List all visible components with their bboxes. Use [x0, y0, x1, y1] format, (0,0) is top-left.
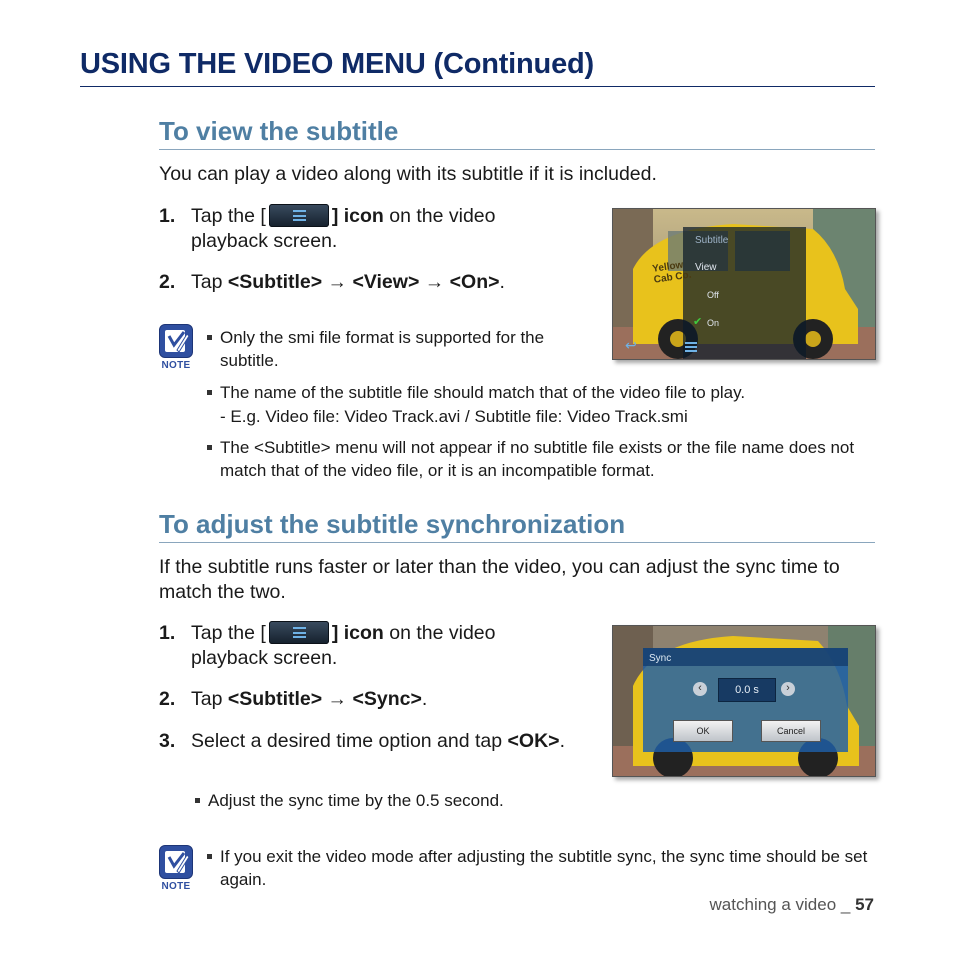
menu-icon: [269, 621, 329, 644]
cancel-button[interactable]: Cancel: [761, 720, 821, 742]
menu-item-off[interactable]: Off: [707, 290, 719, 300]
chevron-left-icon[interactable]: ‹: [693, 682, 707, 696]
menu-icon[interactable]: [685, 342, 697, 352]
step-number: 2.: [159, 688, 176, 710]
note-text: If you exit the video mode after adjusting the subtitle sync, the sync time should be set again.: [220, 847, 868, 889]
step-text-post: on the video playback screen.: [191, 622, 496, 669]
step-text: [191, 687, 571, 712]
step-sub-text: Adjust the sync time by the 0.5 second.: [208, 791, 504, 810]
step-text-bold: ] icon: [331, 205, 384, 227]
page-footer: [710, 895, 874, 915]
menu-item-view[interactable]: View: [695, 262, 717, 273]
step-number: 2.: [159, 271, 176, 293]
step-text-bold: ] icon: [331, 622, 384, 644]
step-text: [191, 270, 571, 295]
checkmark-icon: ✔: [693, 316, 703, 328]
step-3: [159, 729, 579, 781]
section-intro: You can play a video along with its subtitle if it is included.: [159, 163, 657, 185]
step-text-post: on the video playback screen.: [191, 205, 496, 252]
section-divider: [159, 149, 875, 150]
sync-value-display: 0.0 s: [718, 678, 776, 702]
step-text-bold: <OK>: [507, 730, 560, 752]
cab-sign: Yellow Cab Co.: [651, 259, 693, 286]
dialog-title: Sync: [649, 653, 672, 664]
subtitle-menu-screenshot: [612, 208, 876, 360]
step-text-bold: <Subtitle> → <Sync>: [227, 688, 422, 710]
step-number: 1.: [159, 205, 176, 227]
ok-button[interactable]: OK: [673, 720, 733, 742]
back-arrow-icon[interactable]: ↩: [625, 337, 637, 353]
step-text-pre: Tap the [: [191, 205, 266, 227]
step-text: [191, 621, 571, 671]
note-bullet: [207, 436, 875, 484]
chevron-right-icon[interactable]: ›: [781, 682, 795, 696]
step-text-post: .: [499, 271, 505, 293]
step-1: [159, 204, 579, 256]
step-text: [191, 729, 571, 754]
video-frame: [613, 209, 875, 359]
menu-item-on[interactable]: On: [707, 318, 720, 328]
note-text: The <Subtitle> menu will not appear if no subtitle file exists or the file name does not match that of the video file, or it is an incompatible format.: [220, 438, 855, 480]
step-1: [159, 621, 579, 673]
page-title: USING THE VIDEO MENU (Continued): [80, 48, 594, 80]
step-number: 3.: [159, 730, 176, 752]
step-2: [159, 687, 579, 713]
step-2: [159, 270, 579, 296]
step-sub-bullet: [195, 789, 615, 813]
note-icon: [159, 845, 193, 892]
section-divider: [159, 542, 875, 543]
section-heading-sync: To adjust the subtitle synchronization: [159, 509, 626, 539]
note-example: - E.g. Video file: Video Track.avi / Subtitle file: Video Track.smi: [220, 407, 688, 426]
title-divider: [80, 86, 875, 87]
step-text-pre: Tap: [191, 688, 228, 710]
note-label: NOTE: [161, 881, 191, 892]
step-text: [191, 204, 571, 254]
note-icon: [159, 324, 193, 371]
page-number: 57: [855, 895, 874, 914]
step-text-bold: <Subtitle> → <View> → <On>: [227, 271, 500, 293]
section-heading-view-subtitle: To view the subtitle: [159, 116, 399, 146]
note-pencil-icon: [159, 324, 193, 358]
footer-section: watching a video _: [709, 895, 856, 914]
note-label: NOTE: [161, 360, 191, 371]
note-bullet: [207, 326, 587, 374]
step-text-pre: Tap: [191, 271, 228, 293]
step-text-post: .: [421, 688, 428, 710]
step-text-post: .: [559, 730, 565, 752]
step-text-pre: Tap the [: [191, 622, 266, 644]
step-number: 1.: [159, 622, 176, 644]
note-bullet: [207, 381, 875, 405]
menu-icon: [269, 204, 329, 227]
section-intro: If the subtitle runs faster or later than the video, you can adjust the sync time to match the two.: [159, 556, 840, 603]
sync-dialog-screenshot: [612, 625, 876, 777]
note-pencil-icon: [159, 845, 193, 879]
note-text: Only the smi file format is supported for the subtitle.: [220, 328, 545, 370]
menu-title: Subtitle: [695, 235, 729, 246]
step-text-pre: Select a desired time option and tap: [191, 730, 508, 752]
note-text: The name of the subtitle file should match that of the video file to play.: [220, 383, 746, 402]
note-bullet: [207, 845, 875, 893]
